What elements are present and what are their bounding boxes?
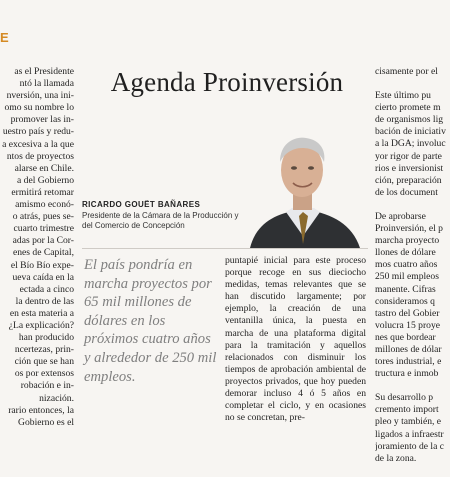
right-column-line: rios e inversionist bbox=[375, 162, 444, 174]
left-column-line: han producido bbox=[18, 332, 74, 344]
right-column-line: joramiento de la c bbox=[375, 440, 444, 452]
right-column-line: Este último pu bbox=[375, 90, 431, 102]
left-column-line: rario entonces, la bbox=[8, 404, 74, 416]
left-column-line: nización. bbox=[39, 392, 74, 404]
left-column bbox=[0, 66, 74, 429]
left-column-line: cuarto trimestre bbox=[13, 223, 74, 235]
left-column-line: os por extensos bbox=[14, 368, 74, 380]
right-column-line: cierto promete m bbox=[375, 102, 441, 114]
left-column-line: ncertezas, prin- bbox=[14, 344, 74, 356]
left-column-line: ectada a cinco bbox=[19, 283, 74, 295]
right-column-line: de la zona. bbox=[375, 452, 417, 464]
right-column-line: De aprobarse bbox=[375, 210, 426, 222]
left-column-line: ción que se han bbox=[14, 356, 74, 368]
right-column-line: consideramos q bbox=[375, 295, 435, 307]
right-column-line: de organismos lig bbox=[375, 114, 444, 126]
left-column-line: ueva caída en la bbox=[12, 271, 74, 283]
section-letter: E bbox=[0, 30, 9, 45]
right-column-paragraph bbox=[375, 392, 450, 465]
byline bbox=[82, 200, 242, 231]
left-column-line: ntos de proyectos bbox=[6, 150, 74, 162]
pull-quote: El país pondría en marcha proyectos por 65 mil millones de dólares en los próximos cuatro años y alrededor de 250 mil empleos. bbox=[84, 257, 217, 385]
left-column-line: ermitirá retomar bbox=[11, 186, 74, 198]
right-column-line: cisamente por el bbox=[375, 66, 438, 77]
right-column-line: cremento import bbox=[375, 404, 439, 416]
right-column-line: a la DGA; involuc bbox=[375, 138, 446, 150]
right-column-line: mos cuatro años bbox=[375, 259, 438, 271]
right-column-line: volucra 15 proye bbox=[375, 319, 441, 331]
right-column-line: millones de dólar bbox=[375, 343, 442, 355]
author-portrait bbox=[240, 128, 366, 248]
right-column-line: manente. Cifras bbox=[375, 283, 436, 295]
left-column-line: ¿La explicación? bbox=[8, 319, 74, 331]
left-column-line: amismo econó- bbox=[15, 199, 74, 211]
right-column-paragraph bbox=[375, 90, 450, 199]
left-column-line: a excesiva a la que bbox=[2, 138, 74, 150]
middle-column bbox=[225, 255, 366, 424]
left-column-line: a del Gobierno bbox=[16, 174, 74, 186]
author-name: RICARDO GOUËT BAÑARES bbox=[82, 200, 201, 209]
left-column-line: uestro país y redu- bbox=[2, 126, 74, 138]
author-role: Presidente de la Cámara de la Producción y del Comercio de Concepción bbox=[82, 211, 239, 230]
left-column-line: robación e in- bbox=[20, 380, 74, 392]
left-column-line: enes de Capital, bbox=[12, 247, 74, 259]
right-column-line: Proinversión, el p bbox=[375, 223, 443, 235]
left-column-line: omo su nombre lo bbox=[4, 102, 74, 114]
right-column-paragraph bbox=[375, 211, 450, 380]
left-column-line: promover las in- bbox=[10, 114, 74, 126]
middle-column-text: puntapié inicial para este proceso porque recoge en sus dieciocho medidas, temas relevantes que se han discutido largamente; por ejemplo, la creación de una ventanilla única, la puesta en marcha de una plataforma digital para la tramitación y aquellos relacionados con disminuir los tiempos de aprobación ambiental de proyectos privados, que hoy pueden demorar incluso 4 ó 5 años en completar el ciclo, y en ocasiones no se concretan, pre- bbox=[225, 255, 366, 424]
right-column-line: yor rigor de parte bbox=[375, 150, 442, 162]
right-column-line: Su desarrollo p bbox=[375, 392, 434, 404]
right-column-line: tastro del Gobier bbox=[375, 307, 440, 319]
right-column-line: tores industrial, e bbox=[375, 356, 442, 368]
right-column-line: ligados a infraestr bbox=[375, 428, 444, 440]
left-column-line: alarse en Chile. bbox=[14, 162, 74, 174]
left-column-line: ntó la llamada bbox=[19, 78, 74, 90]
right-column-paragraph bbox=[375, 66, 450, 78]
right-column-line: de los document bbox=[375, 186, 438, 198]
left-column-line: la dentro de las bbox=[15, 295, 74, 307]
left-column-line: nversión, una ini- bbox=[6, 90, 74, 102]
divider bbox=[82, 248, 368, 249]
right-column-line: pleo y también, e bbox=[375, 416, 442, 428]
left-column-line: en esta materia a bbox=[9, 307, 74, 319]
right-column-line: nes que bordear bbox=[375, 331, 436, 343]
right-column-line: bación de iniciativ bbox=[375, 126, 446, 138]
left-column-line: Gobierno es el bbox=[18, 416, 74, 428]
right-column-line: 250 mil empleos bbox=[375, 271, 439, 283]
right-column-line: marcha proyecto bbox=[375, 235, 440, 247]
right-column bbox=[375, 66, 450, 477]
headline: Agenda Proinversión bbox=[110, 67, 344, 97]
left-column-line: o atrás, pues se- bbox=[12, 211, 74, 223]
right-column-line: ción, preparación bbox=[375, 174, 442, 186]
right-column-line: tructura e inmob bbox=[375, 368, 439, 380]
left-column-line: adas por la Cor- bbox=[12, 235, 74, 247]
right-column-line: llones de dólare bbox=[375, 247, 436, 259]
left-column-line: el Bío Bío expe- bbox=[10, 259, 74, 271]
left-column-line: as el Presidente bbox=[14, 66, 74, 77]
